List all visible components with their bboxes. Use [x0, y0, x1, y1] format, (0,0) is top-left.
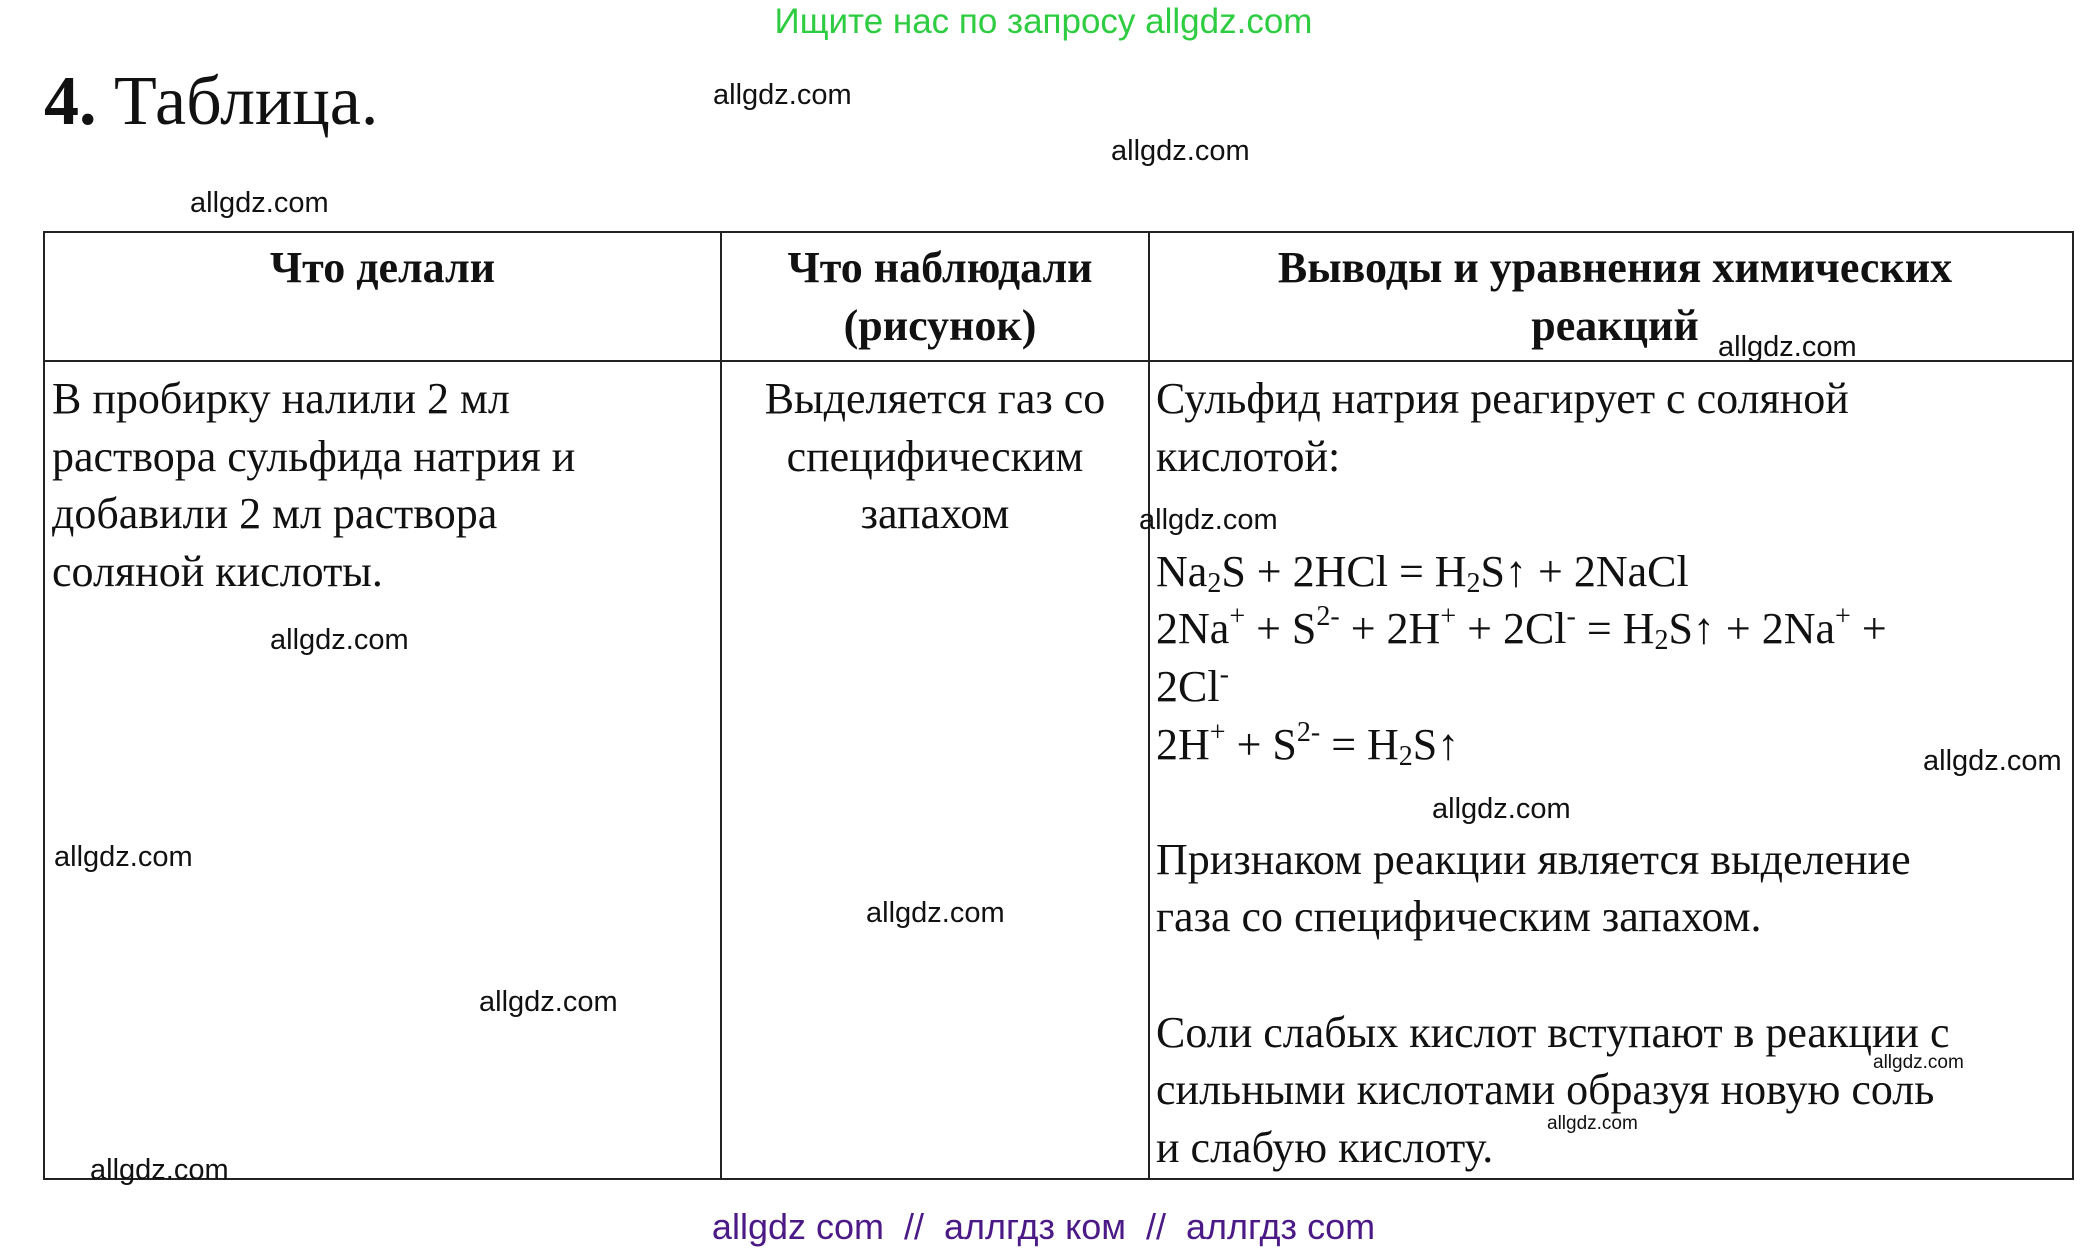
- search-banner: Ищите нас по запросу allgdz.com: [774, 2, 1313, 41]
- text-segment: 2H: [1156, 719, 1210, 769]
- text-segment: +: [1850, 604, 1887, 654]
- text-line: специфическим: [786, 431, 1084, 481]
- blank-line: [1156, 946, 1950, 1004]
- text-segment: кислотой:: [1156, 431, 1341, 481]
- watermark: allgdz.com: [866, 897, 1005, 929]
- text-segment: Na: [1156, 546, 1208, 596]
- text-line: [1156, 1004, 1950, 1062]
- text-segment: S↑: [1412, 719, 1460, 769]
- text-line: [1156, 370, 1950, 428]
- watermark: allgdz.com: [713, 79, 852, 111]
- cell-conclusions: [1156, 370, 1950, 1176]
- superscript: -: [1566, 601, 1576, 633]
- superscript: +: [1229, 601, 1246, 633]
- watermark: allgdz.com: [1547, 1113, 1638, 1134]
- text-line: Выделяется газ со: [764, 374, 1106, 423]
- watermark: allgdz.com: [270, 624, 409, 656]
- text-segment: = H: [1320, 719, 1399, 769]
- text-segment: S↑ + 2NaCl: [1480, 546, 1689, 596]
- text-line: [1156, 1061, 1950, 1119]
- watermark: allgdz.com: [1873, 1052, 1964, 1073]
- footer-links: allgdz com // аллгдз ком // аллгдз com: [711, 1206, 1376, 1247]
- superscript: -: [1219, 658, 1229, 690]
- text-line: [1156, 716, 1950, 774]
- text-line: раствора сульфида натрия и: [52, 431, 576, 481]
- text-segment: + S: [1225, 719, 1297, 769]
- watermark: allgdz.com: [1923, 745, 2062, 777]
- text-segment: газа со специфическим запахом.: [1156, 892, 1762, 942]
- subscript: 2: [1207, 567, 1222, 599]
- watermark: allgdz.com: [1139, 504, 1278, 536]
- text-line: [1156, 428, 1950, 486]
- watermark: allgdz.com: [190, 187, 329, 219]
- header-observed: Что наблюдали (рисунок): [787, 243, 1093, 350]
- subscript: 2: [1398, 740, 1413, 772]
- text-line: [1156, 888, 1950, 946]
- superscript: 2-: [1296, 716, 1321, 748]
- text-segment: S + 2HCl = H: [1221, 546, 1467, 596]
- watermark: allgdz.com: [1432, 793, 1571, 825]
- superscript: +: [1440, 601, 1457, 633]
- text-segment: сильными кислотами образуя новую соль: [1156, 1065, 1935, 1115]
- cell-what-done: [52, 370, 575, 600]
- watermark: allgdz.com: [1111, 135, 1250, 167]
- subscript: 2: [1654, 625, 1669, 657]
- text-line: [1156, 658, 1950, 716]
- text-segment: 2Cl: [1156, 661, 1220, 711]
- header-conclusions: Выводы и уравнения химических реакций: [1277, 243, 1953, 350]
- column-divider: [1148, 233, 1150, 1178]
- watermark: allgdz.com: [54, 841, 193, 873]
- text-segment: Соли слабых кислот вступают в реакции с: [1156, 1007, 1950, 1057]
- text-segment: = H: [1575, 604, 1655, 654]
- text-line: соляной кислоты.: [52, 546, 383, 596]
- text-segment: и слабую кислоту.: [1156, 1122, 1494, 1172]
- superscript: +: [1835, 601, 1851, 633]
- text-segment: Сульфид натрия реагирует с соляной: [1156, 374, 1849, 423]
- text-line: В пробирку налили 2 мл: [52, 374, 510, 423]
- superscript: +: [1209, 716, 1226, 748]
- watermark: allgdz.com: [479, 986, 618, 1018]
- subscript: 2: [1466, 567, 1481, 599]
- task-number: 4.: [44, 63, 97, 140]
- cell-observed: [722, 370, 1148, 543]
- text-segment: + S: [1245, 604, 1317, 654]
- text-line: [1156, 543, 1950, 601]
- text-segment: 2Na: [1156, 604, 1230, 654]
- watermark: allgdz.com: [1718, 331, 1857, 363]
- text-segment: S↑ + 2Na: [1668, 604, 1836, 654]
- text-line: [1156, 600, 1950, 658]
- superscript: 2-: [1316, 601, 1340, 633]
- title-text: Таблица.: [114, 63, 379, 140]
- header-what-done: Что делали: [269, 243, 496, 292]
- results-table: [43, 231, 2074, 1180]
- text-segment: Признаком реакции является выделение: [1156, 834, 1911, 884]
- text-line: [1156, 831, 1950, 889]
- text-line: добавили 2 мл раствора: [52, 489, 498, 539]
- watermark: allgdz.com: [90, 1154, 229, 1186]
- text-segment: + 2Cl: [1456, 604, 1567, 654]
- text-line: запахом: [860, 489, 1010, 539]
- text-segment: + 2H: [1339, 604, 1441, 654]
- page-title: [44, 62, 378, 142]
